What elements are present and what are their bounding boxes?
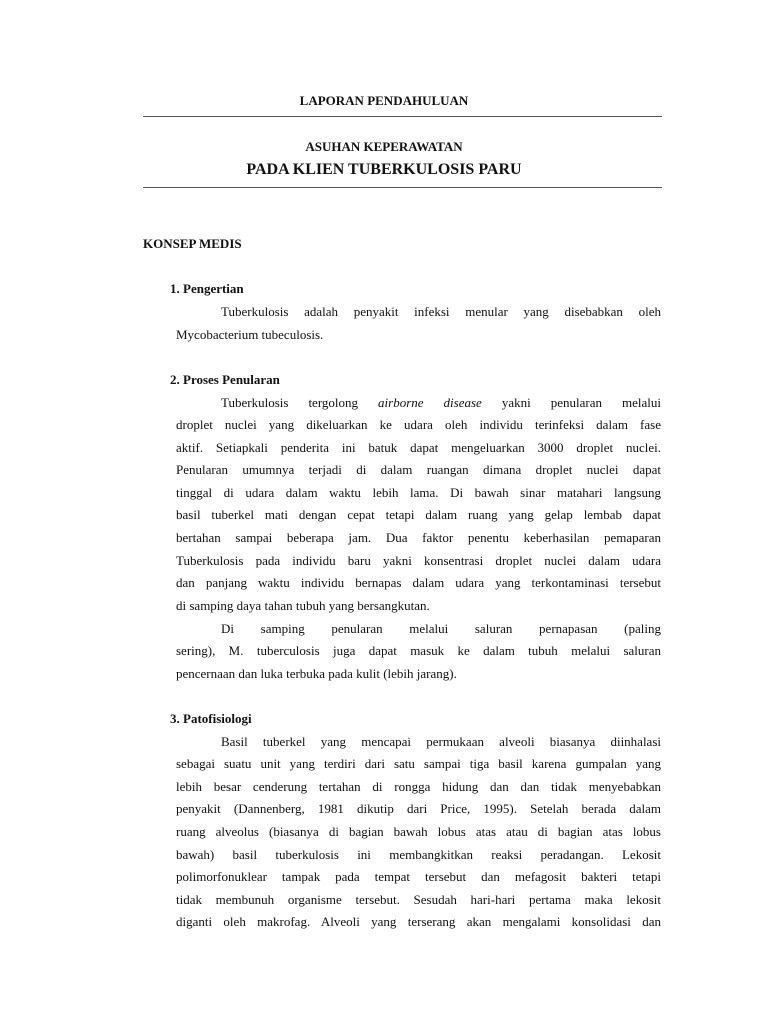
heading-number: 1. [170, 281, 180, 296]
subtitle-divider [143, 187, 662, 188]
document-main-title: PADA KLIEN TUBERKULOSIS PARU [246, 161, 522, 178]
heading-patofisiologi [170, 711, 252, 727]
paragraph-line: sering), M. tuberculosis juga dapat masuk ke dalam tubuh melalui saluran [176, 643, 661, 658]
text-run: Tuberkulosis tergolong [221, 395, 379, 410]
paragraph-line: diganti oleh makrofag. Alveoli yang terserang akan mengalami konsolidasi dan [176, 914, 661, 929]
paragraph-line: tinggal di udara dalam waktu lebih lama. Di bawah sinar matahari langsung [176, 485, 661, 500]
paragraph-line: basil tuberkel mati dengan cepat tetapi dalam ruang yang gelap lembab dapat [176, 507, 661, 522]
document-title: LAPORAN PENDAHULUAN [299, 93, 469, 108]
title-divider [143, 116, 662, 117]
paragraph-line: penyakit (Dannenberg, 1981 dikutip dari Price, 1995). Setelah berada dalam [176, 801, 661, 816]
paragraph-line: pencernaan dan luka terbuka pada kulit (lebih jarang). [176, 666, 457, 681]
paragraph-line: di samping daya tahan tubuh yang bersangkutan. [176, 598, 430, 613]
heading-label: Pengertian [183, 281, 244, 296]
heading-number: 2. [170, 372, 180, 387]
paragraph-line: lebih besar cenderung tertahan di rongga hidung dan dan tidak menyebabkan [176, 779, 661, 794]
paragraph-line: tidak membunuh organisme tersebut. Sesudah hari-hari pertama maka lekosit [176, 892, 661, 907]
paragraph-line: aktif. Setiapkali penderita ini batuk dapat mengeluarkan 3000 droplet nuclei. [176, 440, 661, 455]
paragraph-line: bawah) basil tuberkulosis ini membangkitkan reaksi peradangan. Lekosit [176, 847, 661, 862]
paragraph-line: dan panjang waktu individu bernapas dalam udara yang terkontaminasi tersebut [176, 575, 661, 590]
heading-label: Proses Penularan [183, 372, 280, 387]
paragraph-line: Mycobacterium tubeculosis. [176, 327, 324, 342]
paragraph-line: Di samping penularan melalui saluran pernapasan (paling [221, 621, 661, 636]
heading-label: Patofisiologi [183, 711, 252, 726]
paragraph-line: Penularan umumnya terjadi di dalam ruangan dimana droplet nuclei dapat [176, 462, 661, 477]
heading-number: 3. [170, 711, 180, 726]
paragraph-line: droplet nuclei yang dikeluarkan ke udara oleh individu terinfeksi dalam fase [176, 417, 661, 432]
paragraph-line: bertahan sampai beberapa jam. Dua faktor penentu keberhasilan pemaparan [176, 530, 661, 545]
heading-proses-penularan [170, 372, 280, 388]
text-run: yakni penularan melalui [481, 395, 662, 410]
paragraph-line: Tuberkulosis adalah penyakit infeksi menular yang disebabkan oleh [221, 304, 661, 319]
heading-pengertian [170, 281, 244, 297]
document-subtitle: ASUHAN KEPERAWATAN [305, 139, 463, 154]
section-title: KONSEP MEDIS [143, 236, 242, 251]
paragraph-line: polimorfonuklear tampak pada tempat tersebut dan mefagosit bakteri tetapi [176, 869, 661, 884]
paragraph-line: sebagai suatu unit yang terdiri dari satu sampai tiga basil karena gumpalan yang [176, 756, 661, 771]
paragraph-line: Basil tuberkel yang mencapai permukaan alveoli biasanya diinhalasi [221, 734, 661, 749]
paragraph-line [221, 395, 661, 411]
italic-term: airborne disease [378, 395, 482, 410]
paragraph-line: ruang alveolus (biasanya di bagian bawah lobus atas atau di bagian atas lobus [176, 824, 661, 839]
paragraph-line: Tuberkulosis pada individu baru yakni konsentrasi droplet nuclei dalam udara [176, 553, 661, 568]
